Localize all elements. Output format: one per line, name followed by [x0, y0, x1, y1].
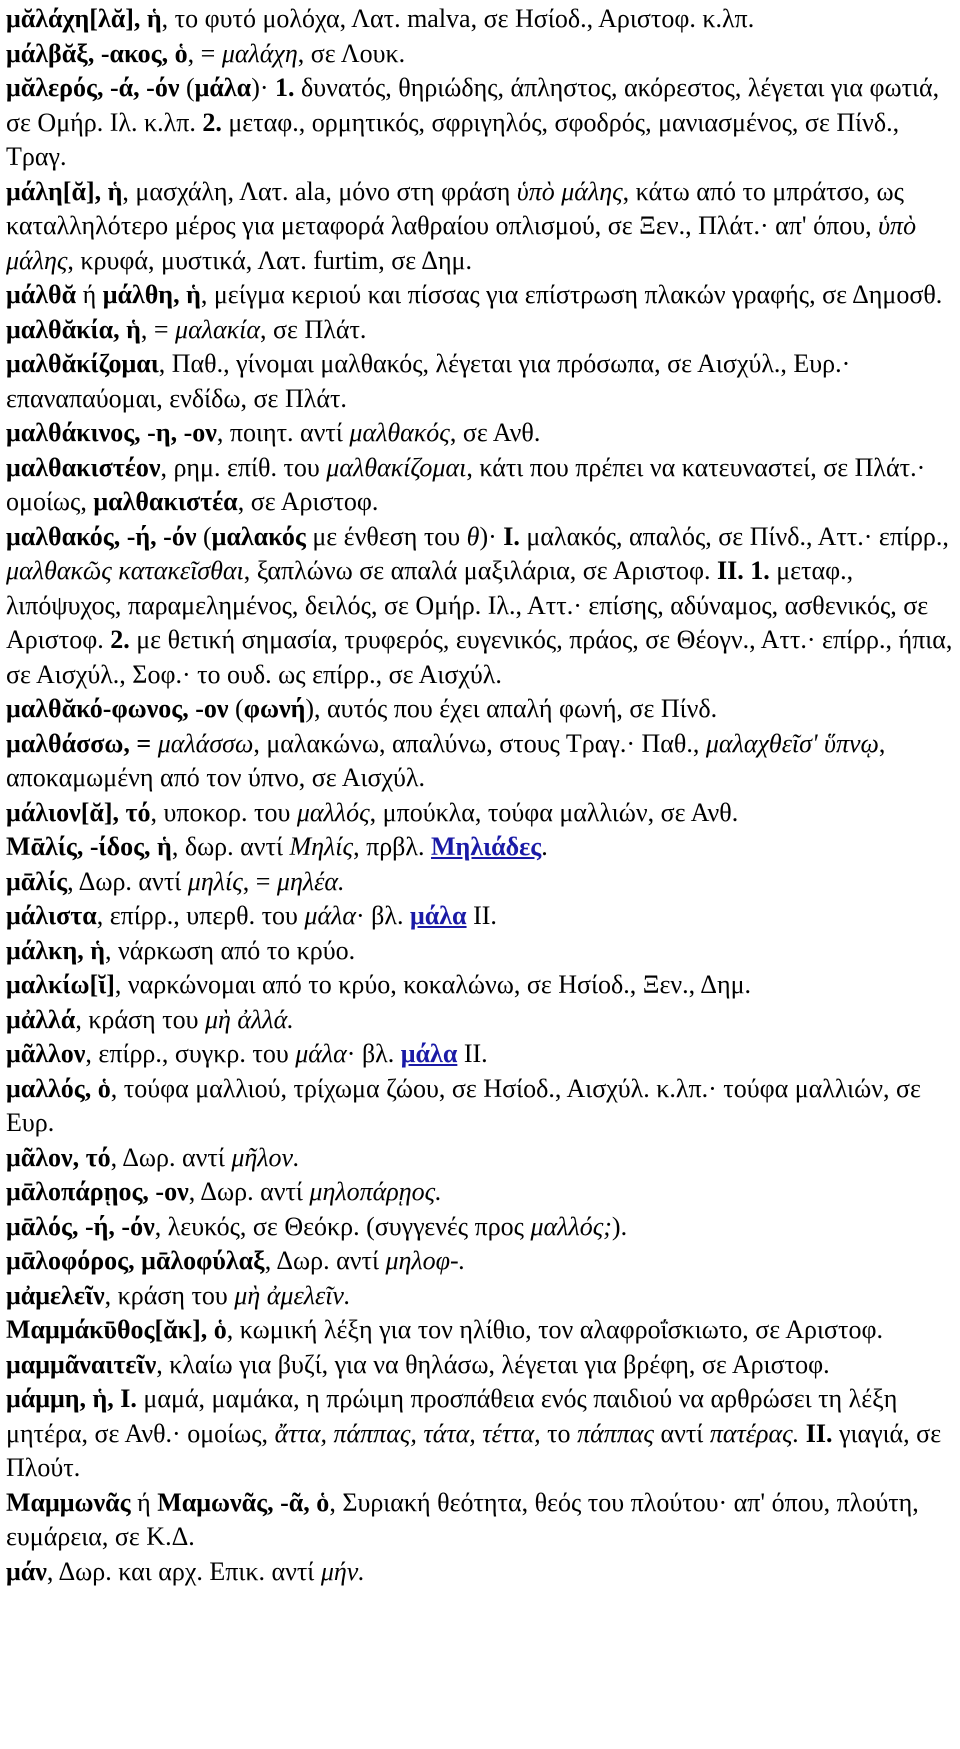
definition-text: .	[541, 832, 548, 861]
italic-term: μάλα	[295, 1039, 347, 1068]
headword-text: 2.	[110, 625, 130, 654]
dictionary-entry	[6, 1072, 956, 1141]
definition-text: , πρβλ.	[353, 832, 432, 861]
headword-text: Μαμμωνᾶς	[6, 1487, 131, 1517]
definition-text: δυνατός, θηριώδης, άπληστος, ακόρεστος, λέγεται για φωτιά, σε Ομήρ. Ιλ. κ.λπ.	[6, 73, 940, 137]
definition-text: το	[540, 1418, 578, 1448]
definition-text: (	[196, 521, 212, 551]
dictionary-entry	[6, 278, 956, 313]
headword-text: Μᾱλίς, -ίδος, ἡ	[6, 832, 172, 861]
headword-text: μαλθακιστέον	[6, 452, 161, 482]
italic-term: ὑπὸ μάλης	[516, 176, 623, 206]
headword-text: μάλιστα	[6, 901, 97, 930]
headword-text: μαλθάκινος, -η, -ον	[6, 418, 217, 447]
definition-text: με θετική σημασία, τρυφερός, ευγενικός, πράος, σε Θέογν., Αττ.· επίρρ., ήπια, σε Αισχύλ., Σοφ.· το ουδ. ως επίρρ., σε Αισχύλ.	[6, 625, 953, 689]
italic-term: μάλα	[304, 901, 357, 930]
definition-text: , επίρρ., υπερθ. του	[96, 901, 305, 930]
headword-text: μᾶλλον	[6, 1039, 86, 1068]
headword-text: φωνή	[243, 694, 306, 723]
italic-term: μαλλός;	[530, 1211, 612, 1241]
definition-text: , κράση του	[104, 1280, 235, 1310]
dictionary-entry	[6, 1141, 956, 1176]
dictionary-entry	[6, 347, 956, 416]
dictionary-entry	[6, 1348, 956, 1383]
definition-text: , Δωρ. αντί	[67, 866, 188, 896]
definition-text: , λευκός, σε Θεόκρ. (συγγενές προς	[154, 1211, 531, 1241]
headword-text: μᾱλοφόρος, μᾱλοφύλαξ	[6, 1246, 265, 1275]
definition-text: , ξαπλώνω σε απαλά μαξιλάρια, σε Αριστοφ.	[243, 556, 717, 585]
italic-term: μαλακία	[175, 314, 261, 344]
definition-text: , κάτω από το μπράτσο, ως καταλληλότερο μέρος για μεταφορά λαθραίου οπλισμού, σε Ξεν., Πλάτ.· απ' όπου,	[6, 176, 904, 240]
italic-term: θ	[466, 521, 480, 551]
definition-text: , Συριακή θεότητα, θεός του πλούτου· απ' όπου, πλούτη, ευμάρεια, σε Κ.Δ.	[6, 1487, 919, 1551]
definition-text: μεταφ., ορμητικός, σφριγηλός, σφοδρός, μανιασμένος, σε Πίνδ., Τραγ.	[6, 107, 900, 171]
dictionary-entry	[6, 692, 956, 727]
definition-text: , σε Αριστοφ.	[237, 487, 379, 516]
italic-term: μαλθακῶς κατακεῖσθαι	[6, 556, 244, 585]
cross-reference-link[interactable]: μάλα	[400, 1039, 458, 1068]
headword-text: μᾱλοπάρῃος, -ον	[6, 1177, 189, 1206]
definition-text: , δωρ. αντί	[171, 832, 290, 861]
definition-text: , ναρκώνομαι από το κρύο, κοκαλώνω, σε Ησίοδ., Ξεν., Δημ.	[114, 970, 752, 999]
dictionary-entry	[6, 175, 956, 279]
definition-text: , σε Πλάτ.	[260, 314, 367, 344]
dictionary-entry	[6, 520, 956, 693]
italic-term: μαλθακίζομαι	[326, 452, 467, 482]
italic-term: μὴ ἀμελεῖν.	[234, 1280, 351, 1310]
dictionary-entry	[6, 37, 956, 72]
definition-text: , Δωρ. και αρχ. Επικ. αντί	[46, 1556, 321, 1586]
headword-text: μἀμελεῖν	[6, 1280, 105, 1310]
definition-text: II.	[466, 901, 497, 930]
headword-text: μᾰλερός, -ά, -όν	[6, 73, 180, 102]
definition-text: , κάτι που πρέπει να κατευναστεί, σε Πλάτ.· ομοίως,	[6, 452, 926, 516]
definition-text: , ποιητ. αντί	[216, 418, 350, 447]
definition-text: , τούφα μαλλιού, τρίχωμα ζώου, σε Ησίοδ., Αισχύλ. κ.λπ.· τούφα μαλλιών, σε Ευρ.	[6, 1073, 921, 1137]
definition-text: , =	[242, 866, 277, 896]
dictionary-entry	[6, 2, 956, 37]
headword-text: μαλλός, ὁ	[6, 1073, 111, 1103]
definition-text: , αποκαμωμένη από τον ύπνο, σε Αισχύλ.	[6, 728, 886, 792]
headword-text: 2.	[202, 107, 222, 137]
definition-text: , σε Λουκ.	[297, 38, 406, 68]
dictionary-entry	[6, 727, 956, 796]
italic-term: ἄττα, πάππας, τάτα, τέττα,	[274, 1418, 541, 1448]
dictionary-entry	[6, 1175, 956, 1210]
italic-term: πατέρας.	[709, 1418, 800, 1448]
dictionary-entry	[6, 1244, 956, 1279]
headword-text: μαλθακός, -ή, -όν	[6, 521, 197, 551]
headword-text: μαλθᾰκίζομαι	[6, 349, 159, 378]
dictionary-entry	[6, 313, 956, 348]
definition-text: , κωμική λέξη για τον ηλίθιο, τον αλαφροΐσκιωτο, σε Αριστοφ.	[226, 1315, 883, 1344]
italic-term: μηλοφ-.	[385, 1246, 466, 1275]
italic-term: μὴ ἀλλά.	[204, 1004, 294, 1034]
italic-term: μαλλός	[296, 797, 370, 827]
definition-text: (	[179, 73, 195, 102]
definition-text: , Δωρ. αντί	[110, 1142, 232, 1172]
dictionary-entry	[6, 968, 956, 1003]
italic-term: μηλίς	[187, 866, 243, 896]
definition-text: · βλ.	[356, 901, 411, 930]
italic-term: μαλάσσω	[157, 728, 254, 758]
dictionary-entry	[6, 830, 956, 865]
italic-term: μαλαχθεῖσ' ὕπνῳ	[705, 728, 879, 758]
headword-text: I.	[503, 521, 520, 551]
headword-text: μαλθᾰκία, ἡ	[6, 314, 141, 344]
definition-text: )·	[251, 73, 276, 102]
headword-text: 1.	[275, 73, 295, 102]
headword-text: μάλθᾰ	[6, 280, 77, 309]
definition-text: )·	[479, 521, 504, 551]
italic-term: μηλοπάρῃος.	[309, 1177, 442, 1206]
definition-text: ), αυτός που έχει απαλή φωνή, σε Πίνδ.	[305, 694, 718, 723]
headword-text: μαλκίω[ῐ]	[6, 970, 115, 999]
dictionary-entry	[6, 1003, 956, 1038]
cross-reference-link[interactable]: Μηλιάδες	[431, 832, 542, 861]
headword-text: μαμμᾶναιτεῖν	[6, 1349, 157, 1379]
definition-text: , =	[140, 314, 176, 344]
dictionary-entry	[6, 899, 956, 934]
headword-text: μαλθάσσω, =	[6, 728, 152, 758]
italic-term: ὑπὸ μάλης	[6, 211, 917, 275]
definition-text: , μείγμα κεριού και πίσσας για επίστρωση πλακών γραφής, σε Δημοσθ.	[200, 280, 943, 309]
definition-text: , μπούκλα, τούφα μαλλιών, σε Ανθ.	[369, 797, 739, 827]
definition-text: αντί	[653, 1418, 710, 1448]
definition-text: , κράση του	[75, 1004, 205, 1034]
definition-text: , το φυτό μολόχα, Λατ. malva, σε Ησίοδ., Αριστοφ. κ.λπ.	[161, 4, 755, 33]
headword-text: II.	[805, 1418, 833, 1448]
headword-text: Μαμμάκῡθος[ᾰκ], ὁ	[6, 1315, 227, 1344]
dictionary-entry	[6, 865, 956, 900]
italic-term: μαλθακός	[349, 418, 450, 447]
dictionary-entry	[6, 416, 956, 451]
headword-text: μάν	[6, 1556, 47, 1586]
italic-term: μῆλον.	[231, 1142, 300, 1172]
headword-text: μάλβᾰξ, -ακος, ὁ	[6, 38, 188, 68]
italic-term: Μηλίς	[289, 832, 354, 861]
headword-text: μᾰλάχη[λᾰ], ἡ	[6, 4, 162, 33]
headword-text: μἀλλά	[6, 1004, 76, 1034]
definition-text: με ένθεση του	[305, 521, 467, 551]
headword-text: μάλα	[194, 73, 252, 102]
dictionary-entry	[6, 796, 956, 831]
headword-text: μάλη[ᾰ], ἡ	[6, 176, 123, 206]
dictionary-entry	[6, 451, 956, 520]
dictionary-entry	[6, 1210, 956, 1245]
definition-text: , Δωρ. αντί	[188, 1177, 310, 1206]
dictionary-entry	[6, 1486, 956, 1555]
definition-text: , σε Ανθ.	[449, 418, 541, 447]
definition-text: , μαλακώνω, απαλύνω, στους Τραγ.· Παθ.,	[253, 728, 706, 758]
definition-text: , νάρκωση από το κρύο.	[105, 935, 356, 965]
dictionary-entry	[6, 1037, 956, 1072]
headword-text: μάμμη, ἡ, I.	[6, 1384, 137, 1413]
headword-text: μαλακός	[211, 521, 306, 551]
definition-text: μαμά, μαμάκα, η πρώιμη προσπάθεια ενός παιδιού να αρθρώσει τη λέξη μητέρα, σε Ανθ.· ομοίως,	[6, 1384, 898, 1448]
headword-text: μάλθη, ἡ	[102, 280, 201, 309]
italic-term: πάππας	[577, 1418, 654, 1448]
italic-term: μηλέα.	[276, 866, 345, 896]
headword-text: Μαμωνᾶς, -ᾶ, ὁ	[157, 1487, 330, 1517]
definition-text: (	[228, 694, 244, 723]
dictionary-entry	[6, 1279, 956, 1314]
dictionary-entry	[6, 71, 956, 175]
definition-text: , μασχάλη, Λατ. ala, μόνο στη φράση	[122, 176, 517, 206]
definition-text: ή	[76, 280, 103, 309]
headword-text: II. 1.	[716, 556, 770, 585]
definition-text: , υποκορ. του	[150, 797, 297, 827]
definition-text: · βλ.	[346, 1039, 401, 1068]
definition-text: μεταφ., λιπόψυχος, παραμελημένος, δειλός, σε Ομήρ. Ιλ., Αττ.· επίσης, αδύναμος, ασθενικός, σε Αριστοφ.	[6, 556, 929, 654]
definition-text: μαλακός, απαλός, σε Πίνδ., Αττ.· επίρρ.,	[519, 521, 949, 551]
italic-term: μήν.	[320, 1556, 365, 1586]
dictionary-entry	[6, 1555, 956, 1590]
italic-term: μαλάχη	[221, 38, 298, 68]
definition-text: , =	[187, 38, 222, 68]
headword-text: μᾱλίς	[6, 866, 68, 896]
definition-text: γιαγιά, σε Πλούτ.	[6, 1418, 942, 1482]
headword-text: μάλκη, ἡ	[6, 935, 105, 965]
definition-text: II.	[457, 1039, 488, 1068]
definition-text: , κλαίω για βυζί, για να θηλάσω, λέγεται για βρέφη, σε Αριστοφ.	[156, 1349, 830, 1379]
dictionary-entry	[6, 1313, 956, 1348]
headword-text: μαλθακιστέα	[93, 487, 238, 516]
dictionary-entry	[6, 934, 956, 969]
definition-text: , ρημ. επίθ. του	[160, 452, 327, 482]
definition-text: , κρυφά, μυστικά, Λατ. furtim, σε Δημ.	[67, 245, 472, 275]
definition-text: ή	[130, 1487, 158, 1517]
definition-text: , Δωρ. αντί	[264, 1246, 386, 1275]
definition-text: , Παθ., γίνομαι μαλθακός, λέγεται για πρόσωπα, σε Αισχύλ., Ευρ.· επαναπαύομαι, ενδίδω, σε Πλάτ.	[6, 349, 851, 413]
cross-reference-link[interactable]: μάλα	[410, 901, 467, 930]
dictionary-entry	[6, 1382, 956, 1486]
definition-text: , επίρρ., συγκρ. του	[85, 1039, 296, 1068]
headword-text: μᾱλός, -ή, -όν	[6, 1211, 155, 1241]
headword-text: μαλθᾰκό-φωνος, -ον	[6, 694, 229, 723]
definition-text: ).	[611, 1211, 628, 1241]
headword-text: μάλιον[ᾰ], τό	[6, 797, 151, 827]
headword-text: μᾶλον, τό	[6, 1142, 111, 1172]
